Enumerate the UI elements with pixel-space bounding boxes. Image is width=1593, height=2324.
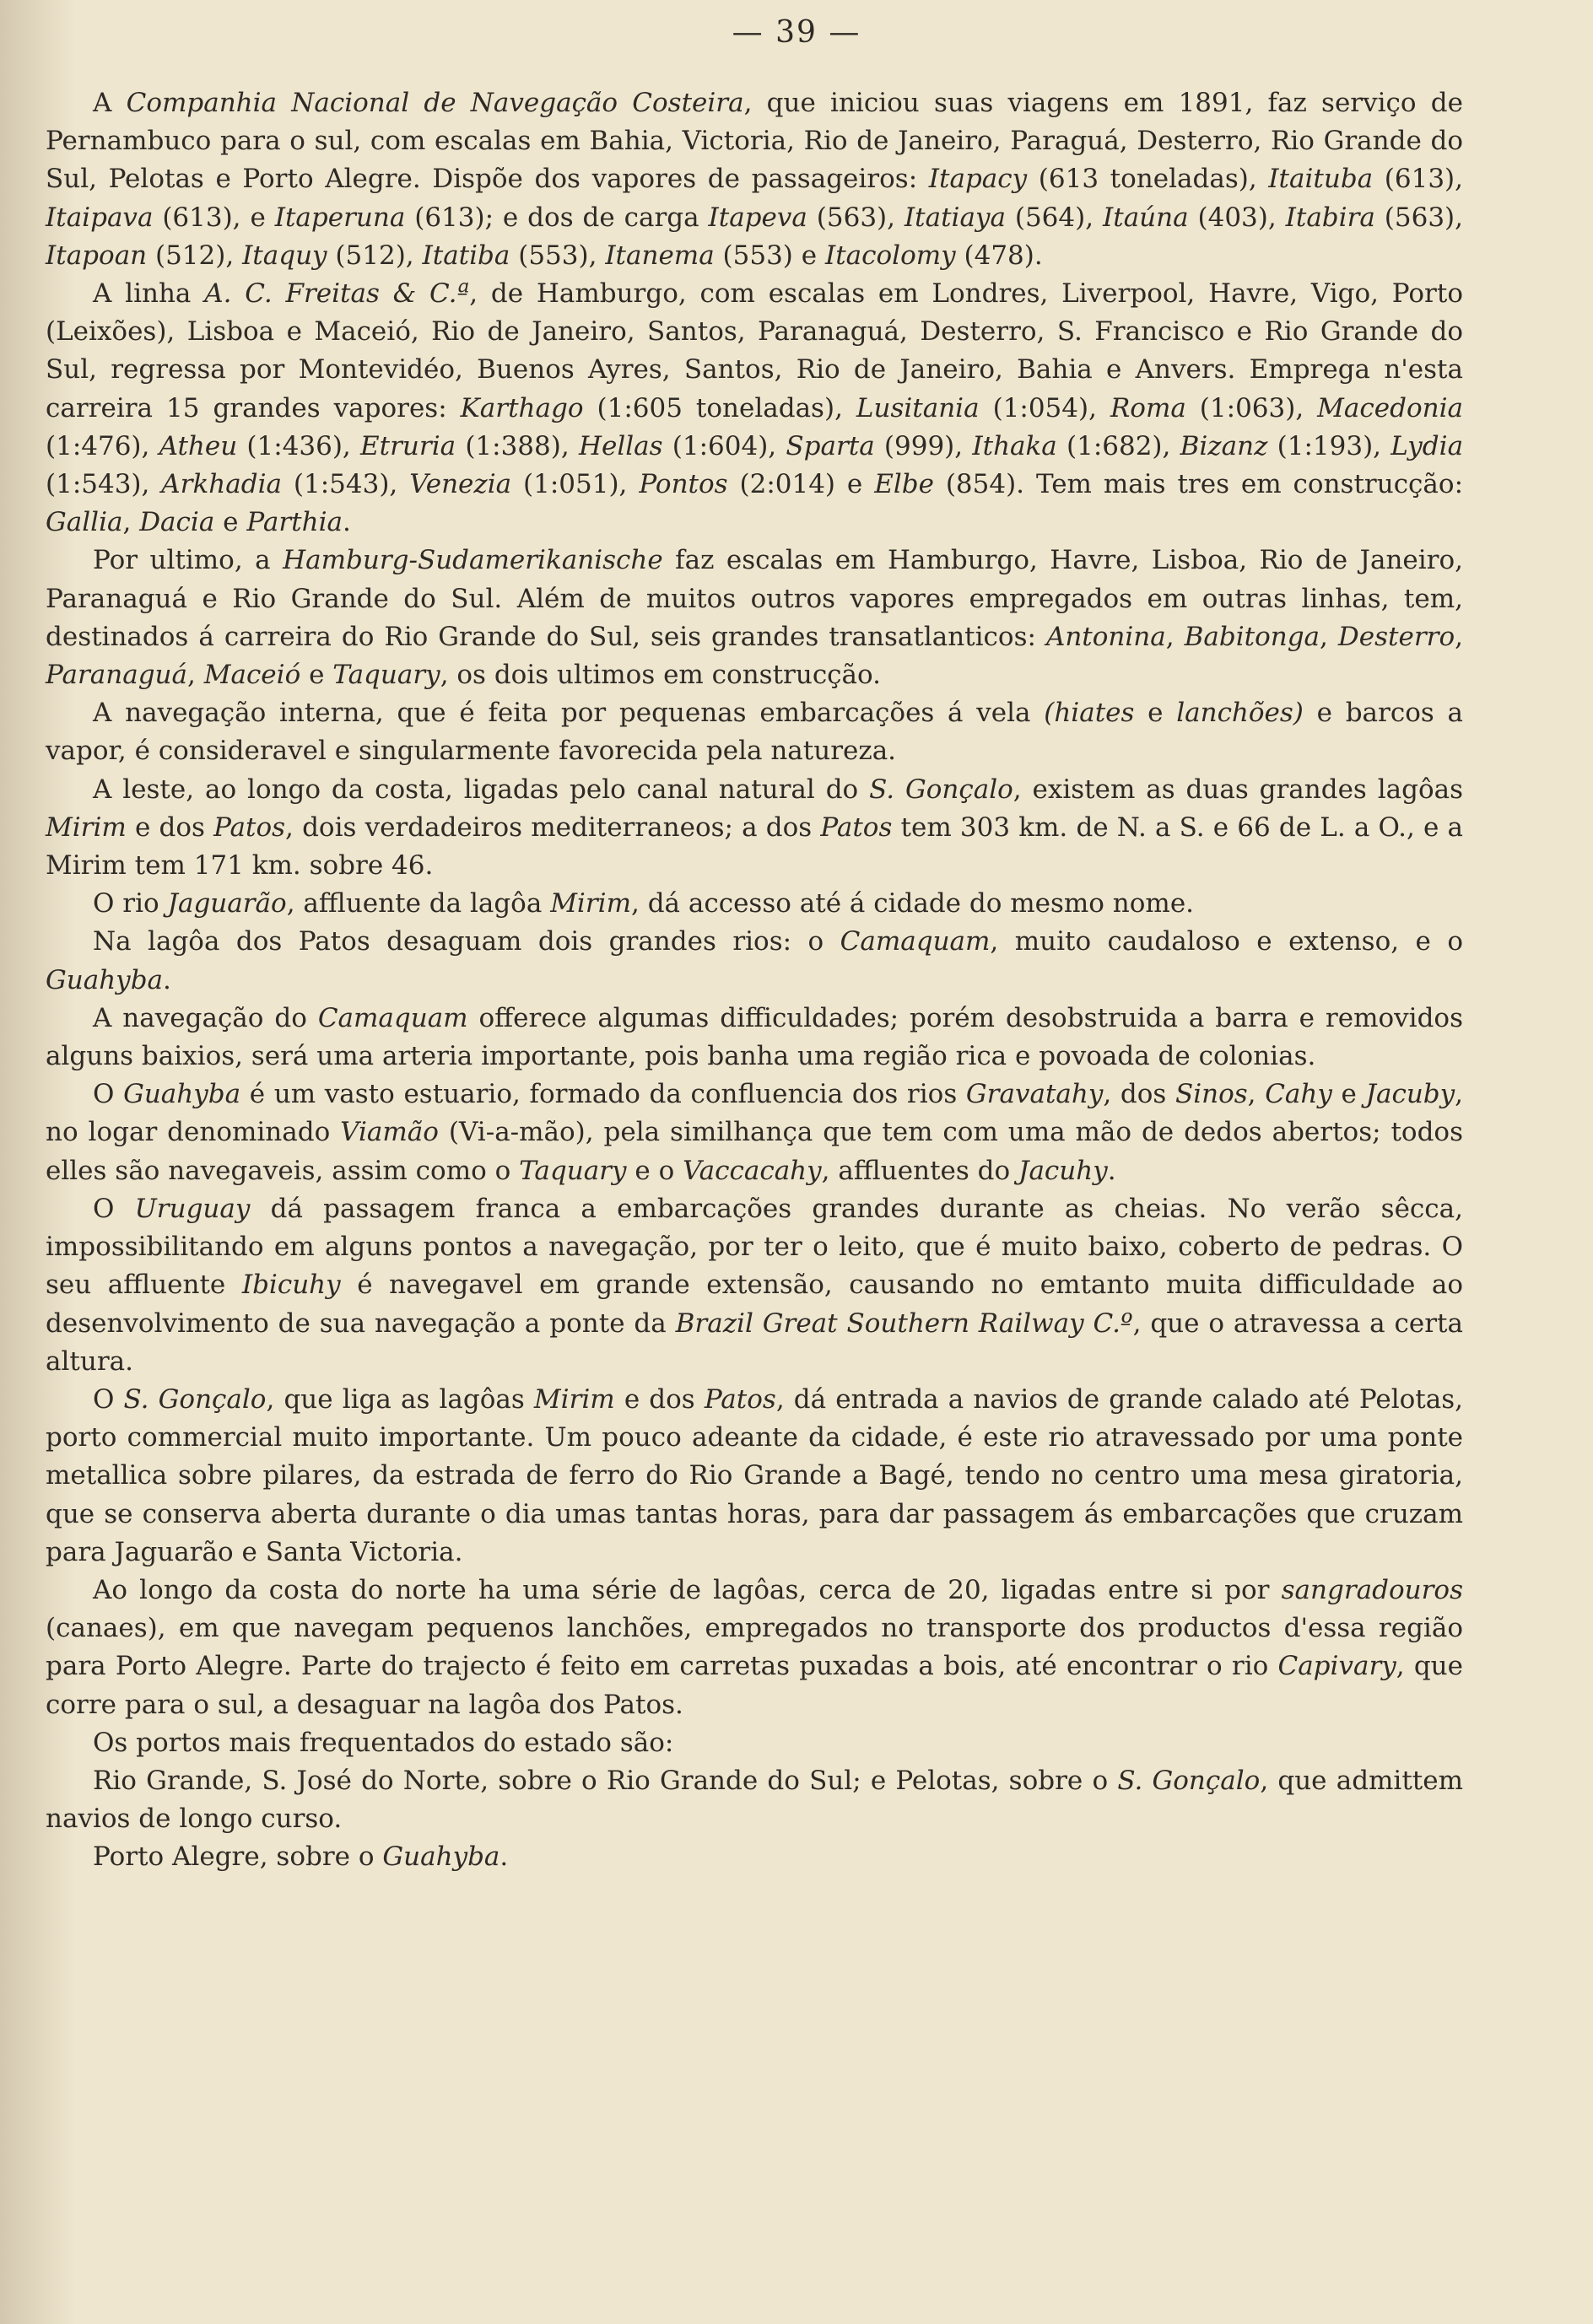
paragraph: [46, 771, 1463, 886]
italic-term: Sinos: [1174, 1079, 1248, 1110]
italic-term: Antonina: [1045, 621, 1166, 652]
italic-term: Cahy: [1265, 1079, 1332, 1110]
text-run: (613); e dos de carga: [405, 202, 709, 233]
text-run: , affluente da lagôa: [286, 888, 551, 919]
italic-term: Patos: [704, 1383, 776, 1415]
paragraph: [46, 1076, 1463, 1190]
paragraph: [46, 1381, 1463, 1572]
italic-term: Hellas: [578, 430, 663, 461]
italic-term: Babitonga: [1184, 621, 1320, 652]
paragraph: [46, 1838, 1463, 1876]
italic-term: Roma: [1110, 392, 1186, 423]
italic-term: Itaperuna: [274, 202, 406, 233]
italic-term: Lusitania: [856, 392, 980, 423]
text-run: , no logar denominado: [46, 1079, 1463, 1148]
italic-term: (hiates: [1044, 698, 1135, 729]
paragraph: [46, 275, 1463, 542]
italic-term: Itanema: [605, 240, 715, 271]
italic-term: Uruguay: [134, 1193, 251, 1224]
italic-term: Gravatahy: [965, 1079, 1104, 1110]
paragraph: [46, 1724, 1463, 1762]
text-run: .: [163, 964, 171, 995]
text-run: , muito caudaloso e extenso, e o: [990, 926, 1464, 957]
italic-term: Itatiba: [422, 240, 510, 271]
text-run: e: [300, 660, 333, 691]
body-text: [46, 84, 1463, 1877]
italic-term: Camaquam: [317, 1002, 468, 1033]
italic-term: Paranaguá: [46, 660, 187, 691]
text-run: (Vi-a-mão), pela similhança que tem com uma mão de dedos abertos; todos elles são navegaveis, assim como o: [46, 1117, 1463, 1186]
text-run: e o: [626, 1155, 683, 1186]
italic-term: A. C. Freitas & C.ª: [204, 278, 470, 310]
text-run: (1:605 toneladas),: [583, 392, 856, 423]
italic-term: Pontos: [639, 469, 728, 500]
text-run: (613 toneladas),: [1027, 164, 1269, 195]
italic-term: Mirim: [550, 888, 631, 919]
italic-term: S. Gonçalo: [123, 1383, 267, 1415]
italic-term: Lydia: [1390, 430, 1464, 461]
paragraph: [46, 84, 1463, 275]
text-run: (1:682),: [1056, 430, 1180, 461]
italic-term: Jaguarão: [167, 888, 287, 919]
text-run: (1:054),: [979, 392, 1110, 423]
text-run: , que corre para o sul, a desaguar na lagôa dos Patos.: [46, 1651, 1463, 1720]
text-run: e dos: [126, 812, 214, 843]
italic-term: Macedonia: [1317, 392, 1463, 423]
italic-term: Etruria: [360, 430, 456, 461]
text-run: .: [500, 1841, 509, 1873]
text-run: (478).: [955, 240, 1043, 271]
text-run: ,: [1320, 621, 1338, 652]
text-run: faz escalas em Hamburgo, Havre, Lisboa, Rio de Janeiro, Paranaguá e Rio Grande do Sul. Além de muitos outros vapores empregados em outras linhas, tem, destinados á carreira do Rio Grande do Sul, seis grandes transatlanticos:: [46, 545, 1464, 652]
text-run: é navegavel em grande extensão, causando no emtanto muita difficuldade ao desenvolvimento de sua navegação a ponte da: [46, 1270, 1463, 1339]
italic-term: S. Gonçalo: [869, 774, 1013, 805]
text-run: A navegação do: [93, 1002, 318, 1033]
italic-term: Jacuby: [1365, 1079, 1455, 1110]
text-run: , que o atravessa a certa altura.: [46, 1308, 1463, 1377]
text-run: A navegação interna, que é feita por pequenas embarcações á vela: [93, 698, 1045, 729]
text-run: , dá entrada a navios de grande calado até Pelotas, porto commercial muito importante. Um pouco adeante da cidade, é este rio atravessado por uma ponte metallica sobre pilares, da estrada de ferro do Rio Grande a Bagé, tendo no centro uma mesa giratoria, que se conserva aberta durante o dia umas tantas horas, para dar passagem ás embarcações que cruzam para Jaguarão e Santa Victoria.: [46, 1383, 1464, 1567]
italic-term: lanchões): [1176, 698, 1304, 729]
paragraph: [46, 1190, 1463, 1381]
italic-term: Vaccacahy: [683, 1155, 822, 1186]
text-run: Ao longo da costa do norte ha uma série de lagôas, cerca de 20, ligadas entre si por: [93, 1574, 1282, 1605]
text-run: (403),: [1188, 202, 1286, 233]
text-run: (1:604),: [662, 430, 786, 461]
text-run: , dos: [1103, 1079, 1175, 1110]
text-run: O: [93, 1079, 124, 1110]
paragraph: [46, 885, 1463, 923]
text-run: e barcos a vapor, é consideravel e singularmente favorecida pela natureza.: [46, 698, 1463, 767]
italic-term: Itapeva: [708, 202, 807, 233]
text-run: , que admittem navios de longo curso.: [46, 1765, 1463, 1835]
text-run: , dois verdadeiros mediterraneos; a dos: [285, 812, 821, 843]
italic-term: Guahyba: [123, 1079, 241, 1110]
text-run: (512),: [327, 240, 423, 271]
text-run: (1:051),: [511, 469, 640, 500]
text-run: (563),: [1374, 202, 1463, 233]
text-run: e dos: [614, 1383, 705, 1415]
text-run: (1:476),: [46, 430, 159, 461]
text-run: e: [1134, 698, 1177, 729]
text-run: (1:543),: [46, 469, 162, 500]
text-run: A leste, ao longo da costa, ligadas pelo canal natural do: [93, 774, 870, 805]
text-run: .: [1107, 1155, 1116, 1186]
italic-term: Itaipava: [46, 202, 154, 233]
text-run: (1:063),: [1185, 392, 1318, 423]
text-run: O: [93, 1383, 124, 1415]
text-run: offerece algumas difficuldades; porém desobstruida a barra e removidos alguns baixios, será uma arteria importante, pois banha uma região rica e povoada de colonias.: [46, 1002, 1463, 1072]
italic-term: Guahyba: [46, 964, 164, 995]
paragraph: [46, 1762, 1463, 1838]
italic-term: Elbe: [874, 469, 934, 500]
text-run: A: [93, 88, 127, 118]
italic-term: Sparta: [786, 430, 875, 461]
text-run: Porto Alegre, sobre o: [93, 1841, 383, 1873]
text-run: Por ultimo, a: [93, 545, 284, 576]
text-run: ,: [1455, 621, 1463, 652]
italic-term: Ithaka: [972, 430, 1057, 461]
text-run: dá passagem franca a embarcações grandes durante as cheias. No verão sêcca, impossibilitando em alguns pontos a navegação, por ter o leito, que é muito baixo, coberto de pedras. O seu affluente: [46, 1193, 1463, 1301]
italic-term: Parthia: [246, 507, 343, 538]
text-run: (1:193),: [1267, 430, 1391, 461]
italic-term: Desterro: [1337, 621, 1455, 652]
italic-term: Viamão: [340, 1117, 439, 1148]
text-run: , dá accesso até á cidade do mesmo nome.: [630, 888, 1195, 919]
text-run: ,: [1165, 621, 1185, 652]
text-run: , os dois ultimos em construcção.: [440, 660, 881, 691]
text-run: O: [93, 1193, 135, 1224]
paragraph: [46, 542, 1463, 694]
italic-term: Gallia: [46, 507, 123, 538]
text-run: (1:388),: [456, 430, 579, 461]
italic-term: Jacuhy: [1018, 1155, 1108, 1186]
text-run: A linha: [93, 278, 205, 310]
text-run: ,: [122, 507, 140, 538]
italic-term: Arkhadia: [161, 469, 282, 500]
italic-term: Dacia: [139, 507, 215, 538]
text-run: Na lagôa dos Patos desaguam dois grandes rios: o: [93, 926, 840, 957]
italic-term: Taquary: [332, 660, 440, 691]
text-run: Rio Grande, S. José do Norte, sobre o Rio Grande do Sul; e Pelotas, sobre o: [93, 1765, 1118, 1796]
italic-term: Venezia: [409, 469, 512, 500]
italic-term: Itaquy: [242, 240, 327, 271]
paragraph: [46, 1572, 1463, 1724]
italic-term: Brazil Great Southern Railway C.º: [675, 1308, 1133, 1339]
paragraph: [46, 923, 1463, 999]
italic-term: Capivary: [1277, 1651, 1396, 1682]
italic-term: Patos: [213, 812, 286, 843]
italic-term: Karthago: [460, 392, 584, 423]
text-run: (613), e: [153, 202, 275, 233]
italic-term: Hamburg-Sudamerikanische: [283, 545, 663, 576]
text-run: (999),: [874, 430, 973, 461]
text-run: O rio: [93, 888, 168, 919]
italic-term: Mirim: [46, 812, 127, 843]
italic-term: Itaituba: [1268, 164, 1374, 195]
italic-term: Itaúna: [1102, 202, 1189, 233]
text-run: , existem as duas grandes lagôas: [1012, 774, 1463, 805]
italic-term: sangradouros: [1281, 1574, 1463, 1605]
text-run: é um vasto estuario, formado da confluencia dos rios: [240, 1079, 966, 1110]
text-run: , de Hamburgo, com escalas em Londres, Liverpool, Havre, Vigo, Porto (Leixões), Lisboa e Maceió, Rio de Janeiro, Santos, Paranaguá, Desterro, S. Francisco e Rio Grande do Sul, regressa por Montevidéo, Buenos Ayres, Santos, Rio de Janeiro, Bahia e Anvers. Emprega n'esta carreira 15 grandes vapores:: [46, 278, 1463, 423]
italic-term: Maceió: [203, 660, 301, 691]
text-run: (1:543),: [281, 469, 410, 500]
text-run: (854). Tem mais tres em construcção:: [933, 469, 1464, 500]
text-run: , que liga as lagôas: [266, 1383, 534, 1415]
italic-term: Itatiaya: [904, 202, 1006, 233]
italic-term: Itapacy: [928, 164, 1028, 195]
text-run: e: [214, 507, 247, 538]
italic-term: Taquary: [519, 1155, 627, 1186]
text-run: (canaes), em que navegam pequenos lanchões, empregados no transporte dos productos d'essa região para Porto Alegre. Parte do trajecto é feito em carretas puxadas a bois, até encontrar o rio: [46, 1613, 1463, 1682]
italic-term: Itabira: [1285, 202, 1375, 233]
text-run: ,: [1247, 1079, 1266, 1110]
text-run: Os portos mais frequentados do estado são:: [93, 1727, 674, 1758]
italic-term: Ibicuhy: [241, 1270, 341, 1301]
italic-term: S. Gonçalo: [1117, 1765, 1261, 1796]
italic-term: Bizanz: [1180, 430, 1268, 461]
text-run: (1:436),: [237, 430, 361, 461]
text-run: (563),: [807, 202, 904, 233]
text-run: .: [342, 507, 351, 538]
italic-term: Patos: [820, 812, 893, 843]
text-run: , affluentes do: [821, 1155, 1019, 1186]
italic-term: Itacolomy: [824, 240, 956, 271]
text-run: , que iniciou suas viagens em 1891, faz serviço de Pernambuco para o sul, com escalas em Bahia, Victoria, Rio de Janeiro, Paraguá, Desterro, Rio Grande do Sul, Pelotas e Porto Alegre. Dispõe dos vapores de passageiros:: [46, 88, 1463, 195]
text-run: ,: [187, 660, 204, 691]
text-run: (564),: [1005, 202, 1103, 233]
italic-term: Itapoan: [46, 240, 148, 271]
text-run: (613),: [1373, 164, 1463, 195]
italic-term: Mirim: [533, 1383, 615, 1415]
paragraph: [46, 694, 1463, 770]
text-run: e: [1331, 1079, 1366, 1110]
italic-term: Guahyba: [382, 1841, 500, 1873]
text-run: (553),: [510, 240, 606, 271]
text-run: tem 303 km. de N. a S. e 66 de L. a O., e a Mirim tem 171 km. sobre 46.: [46, 812, 1463, 882]
text-run: (512),: [147, 240, 243, 271]
text-run: (553) e: [714, 240, 825, 271]
italic-term: Camaquam: [840, 926, 991, 957]
italic-term: Companhia Nacional de Navegação Costeira: [126, 88, 744, 118]
paragraph: [46, 1000, 1463, 1076]
italic-term: Atheu: [159, 430, 238, 461]
text-run: (2:014) e: [727, 469, 875, 500]
page-number: — 39 —: [732, 15, 861, 50]
